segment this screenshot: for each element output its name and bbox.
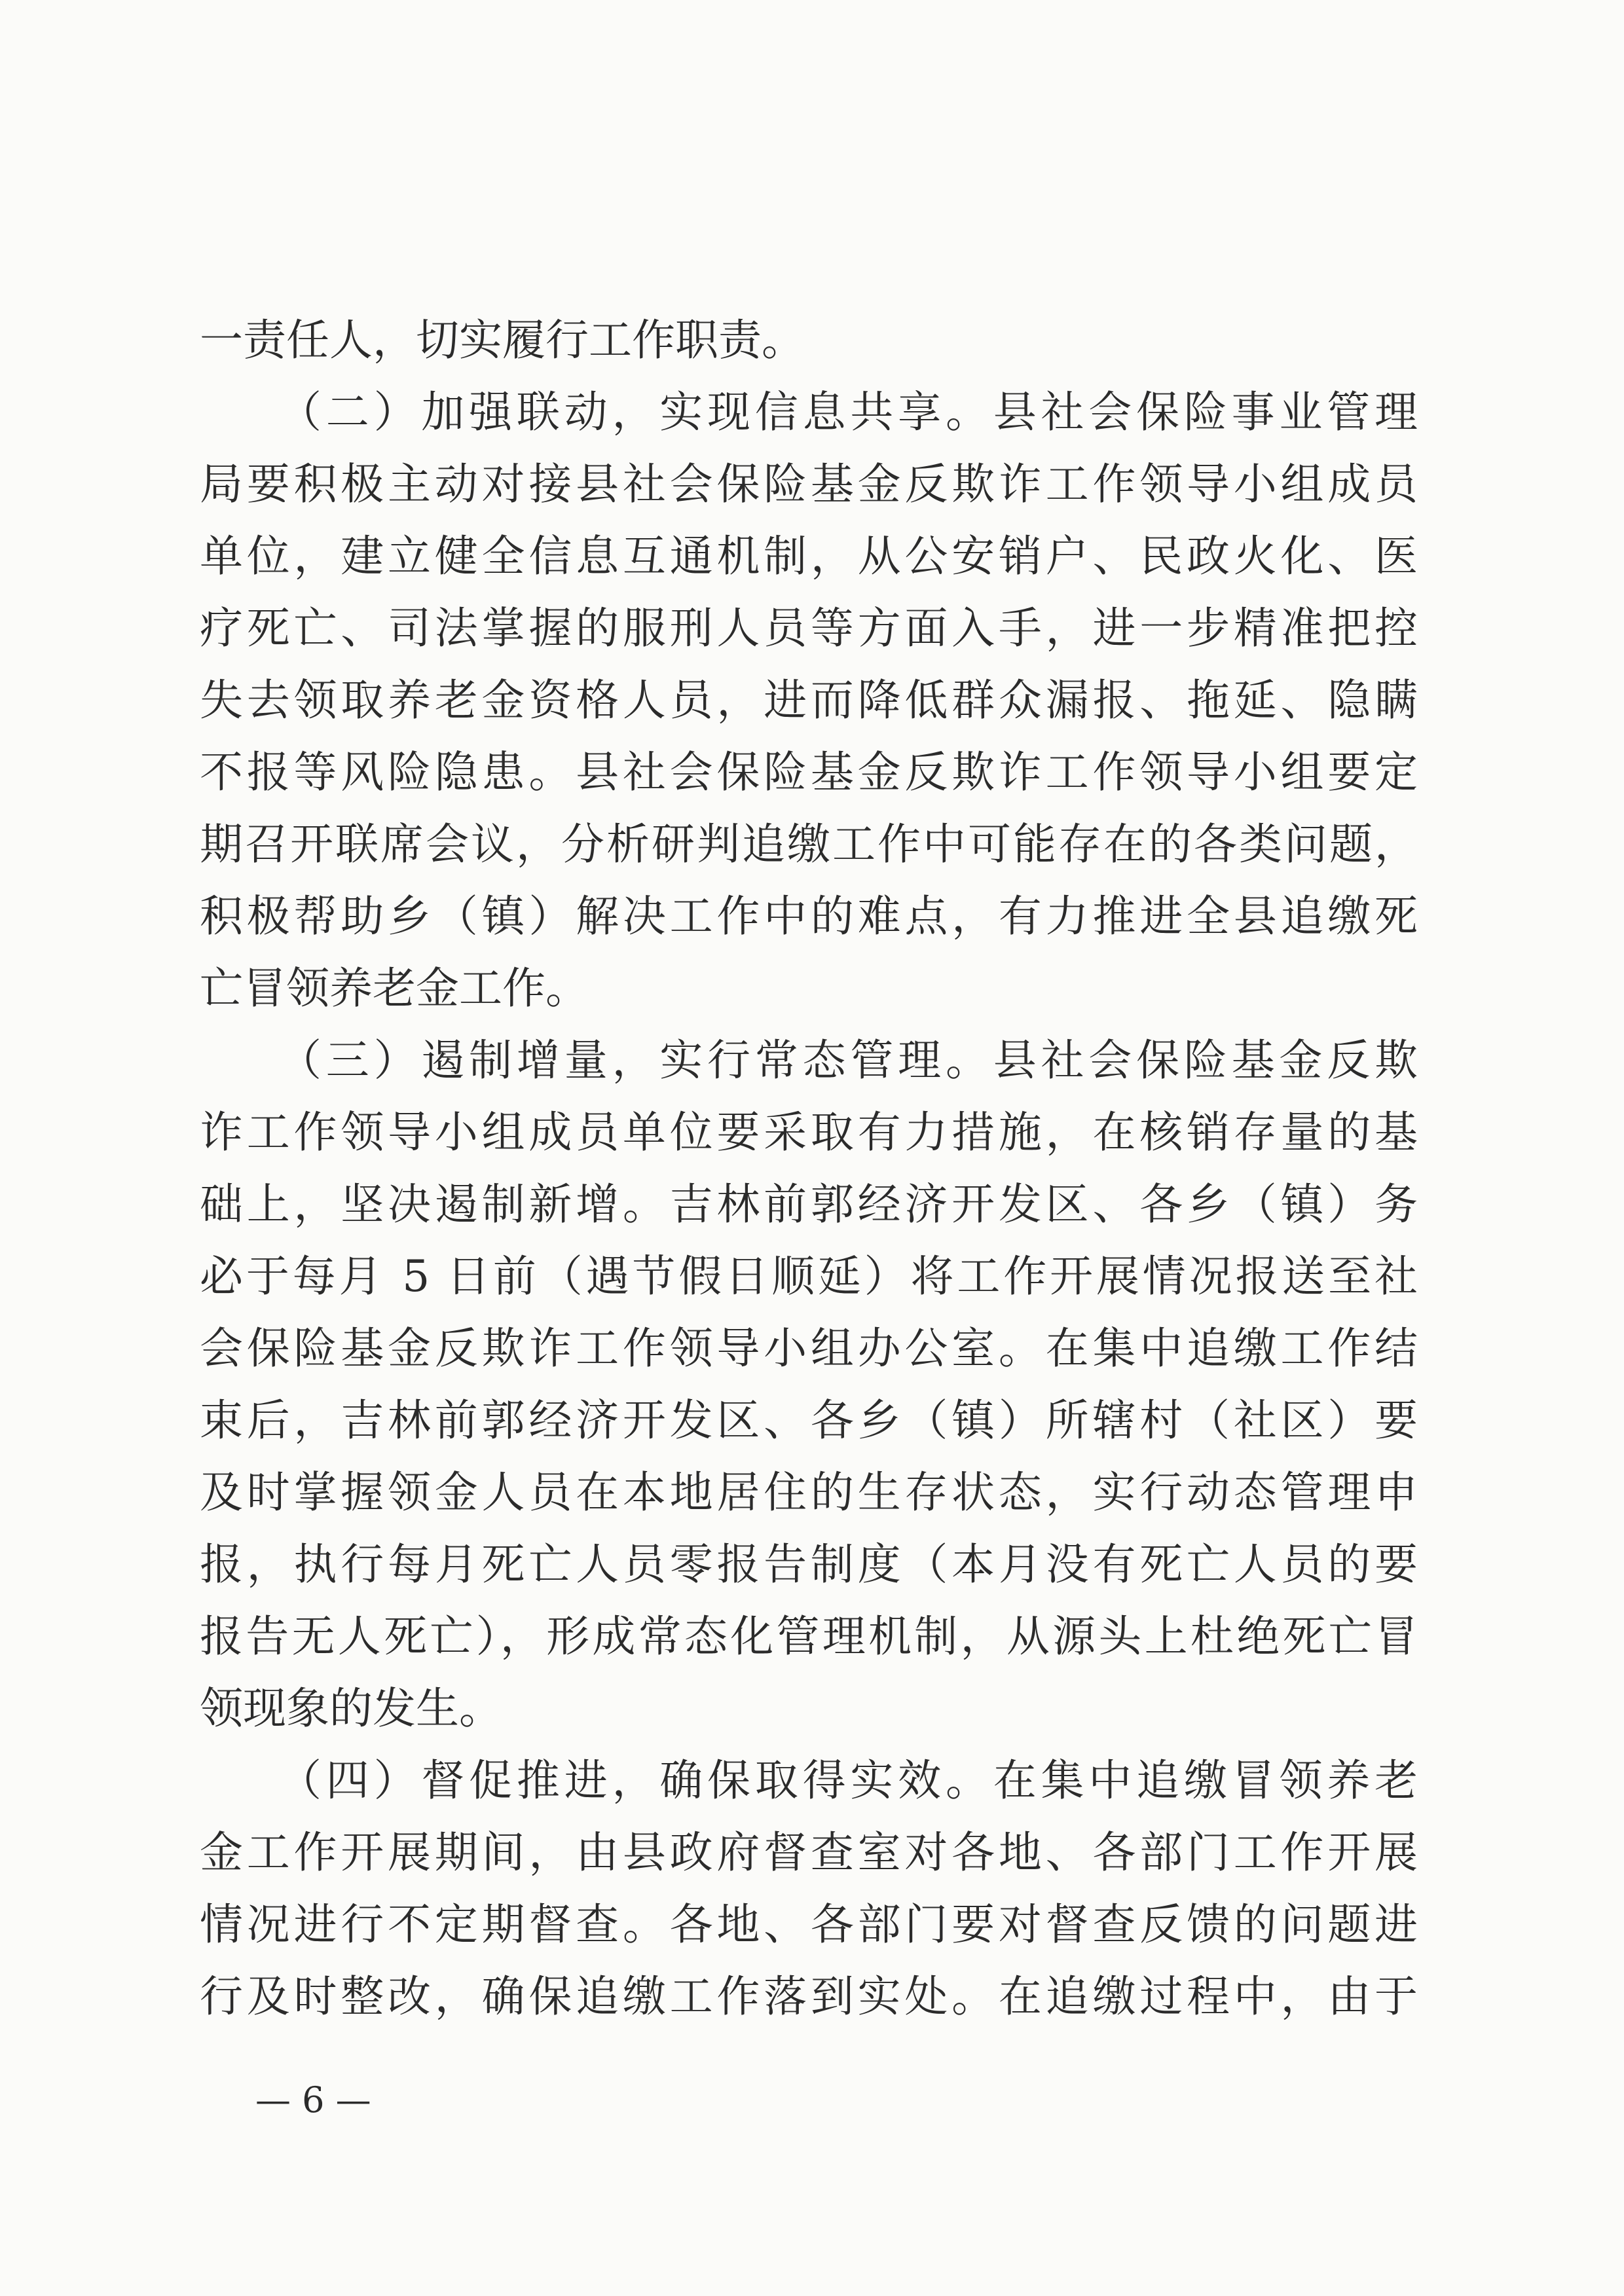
section-heading-line: （二）加强联动，实现信息共享。县社会保险事业管理 — [278, 387, 1418, 437]
text-line: 一责任人，切实履行工作职责。 — [200, 315, 805, 365]
text-line: 疗死亡、司法掌握的服刑人员等方面入手，进一步精准把控 — [200, 603, 1418, 653]
text-line: 领现象的发生。 — [200, 1683, 502, 1734]
text-line: 不报等风险隐患。县社会保险基金反欺诈工作领导小组要定 — [200, 747, 1418, 797]
text-line: 诈工作领导小组成员单位要采取有力措施，在核销存量的基 — [200, 1107, 1418, 1157]
text-line: 会保险基金反欺诈工作领导小组办公室。在集中追缴工作结 — [200, 1323, 1418, 1374]
text-line: 束后，吉林前郭经济开发区、各乡（镇）所辖村（社区）要 — [200, 1395, 1418, 1446]
text-line: 必于每月 5 日前（遇节假日顺延）将工作开展情况报送至社 — [200, 1251, 1418, 1302]
text-line: 报，执行每月死亡人员零报告制度（本月没有死亡人员的要 — [200, 1539, 1418, 1590]
section-heading-line: （四）督促推进，确保取得实效。在集中追缴冒领养老 — [278, 1755, 1418, 1806]
text-line: 报告无人死亡），形成常态化管理机制，从源头上杜绝死亡冒 — [200, 1611, 1418, 1662]
text-line: 积极帮助乡（镇）解决工作中的难点，有力推进全县追缴死 — [200, 891, 1418, 941]
text-line: 及时掌握领金人员在本地居住的生存状态，实行动态管理申 — [200, 1467, 1418, 1518]
text-line: 亡冒领养老金工作。 — [200, 963, 589, 1013]
text-line: 础上，坚决遏制新增。吉林前郭经济开发区、各乡（镇）务 — [200, 1179, 1418, 1230]
text-line: 局要积极主动对接县社会保险基金反欺诈工作领导小组成员 — [200, 459, 1418, 509]
text-line: 单位，建立健全信息互通机制，从公安销户、民政火化、医 — [200, 531, 1418, 581]
text-line: 行及时整改，确保追缴工作落到实处。在追缴过程中，由于 — [200, 1971, 1418, 2022]
page-number: — 6 — — [255, 2079, 371, 2121]
text-line: 金工作开展期间，由县政府督查室对各地、各部门工作开展 — [200, 1827, 1418, 1878]
text-line: 情况进行不定期督查。各地、各部门要对督查反馈的问题进 — [200, 1899, 1418, 1950]
text-line: 失去领取养老金资格人员，进而降低群众漏报、拖延、隐瞒 — [200, 675, 1418, 725]
text-line: 期召开联席会议，分析研判追缴工作中可能存在的各类问题， — [200, 819, 1418, 869]
section-heading-line: （三）遏制增量，实行常态管理。县社会保险基金反欺 — [278, 1035, 1418, 1085]
